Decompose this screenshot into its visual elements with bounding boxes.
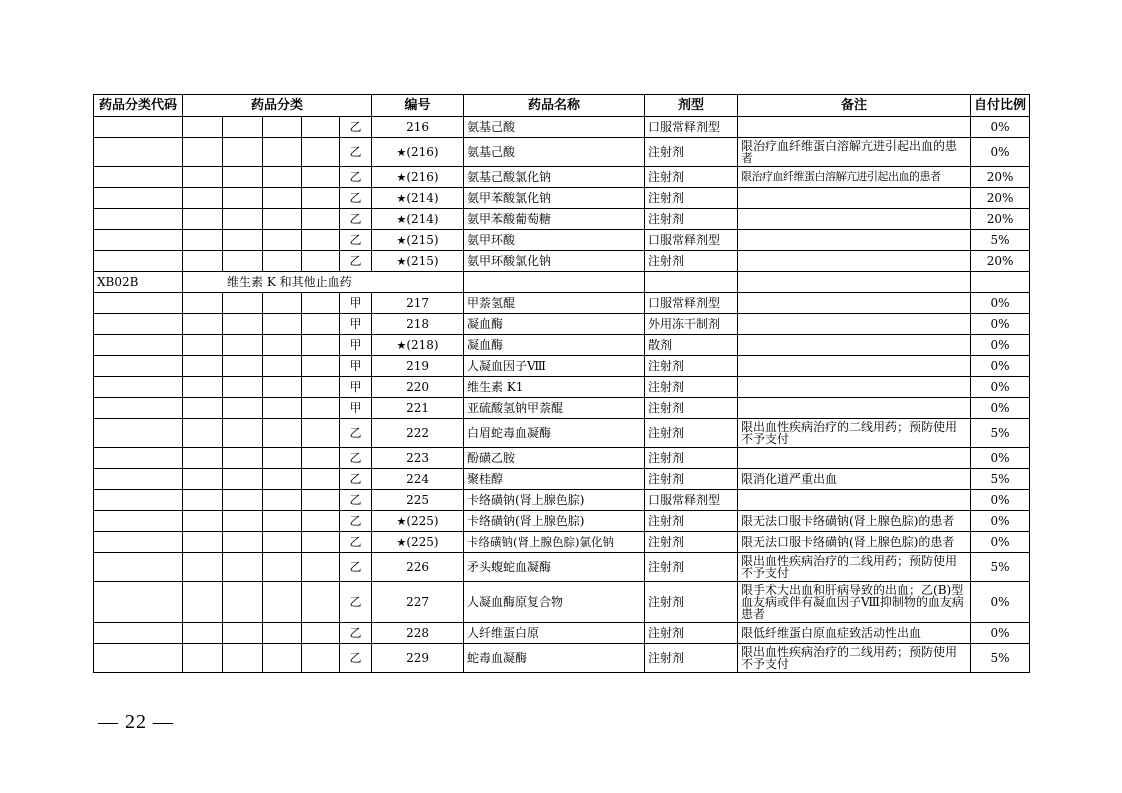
number-cell [372, 398, 464, 419]
number-value: 216 [406, 120, 429, 134]
header-name: 药品名称 [464, 95, 645, 117]
number-value: 222 [406, 426, 429, 440]
name-cell: 氨甲环酸 [464, 230, 645, 251]
ratio-cell: 0% [971, 398, 1030, 419]
table-row [94, 230, 1030, 251]
note-cell: 限治疗血纤维蛋白溶解亢进引起出血的患者 [738, 167, 971, 188]
class-cell: 乙 [340, 251, 372, 272]
note-cell [738, 335, 971, 356]
table-row [94, 293, 1030, 314]
note-cell [738, 377, 971, 398]
class-cell: 乙 [340, 511, 372, 532]
category-row [94, 272, 1030, 293]
table-row [94, 644, 1030, 673]
table-row [94, 188, 1030, 209]
number-cell [372, 209, 464, 230]
form-cell: 口服常释剂型 [645, 230, 738, 251]
number-cell [372, 188, 464, 209]
note-cell [738, 356, 971, 377]
number-value: 218 [406, 317, 429, 331]
form-cell: 注射剂 [645, 419, 738, 448]
number-value: 221 [406, 401, 429, 415]
note-cell: 限无法口服卡络磺钠(肾上腺色腙)的患者 [738, 532, 971, 553]
note-cell: 限出血性疾病治疗的二线用药；预防使用不予支付 [738, 553, 971, 582]
class-cell: 乙 [340, 532, 372, 553]
number-value: (225) [406, 513, 439, 528]
name-cell: 聚桂醇 [464, 469, 645, 490]
name-cell: 矛头蝮蛇血凝酶 [464, 553, 645, 582]
class-cell: 乙 [340, 490, 372, 511]
ratio-cell: 0% [971, 335, 1030, 356]
number-cell [372, 419, 464, 448]
table-row [94, 251, 1030, 272]
form-cell: 外用冻干制剂 [645, 314, 738, 335]
form-cell: 注射剂 [645, 138, 738, 167]
class-cell: 乙 [340, 553, 372, 582]
ratio-cell: 0% [971, 532, 1030, 553]
number-value: 226 [406, 560, 429, 574]
note-cell: 限出血性疾病治疗的二线用药；预防使用不予支付 [738, 419, 971, 448]
table-row [94, 117, 1030, 138]
ratio-cell: 0% [971, 511, 1030, 532]
name-cell: 维生素 K1 [464, 377, 645, 398]
number-cell [372, 314, 464, 335]
number-value: (214) [406, 211, 439, 226]
header-ratio: 自付比例 [971, 95, 1030, 117]
table-row [94, 582, 1030, 623]
class-cell: 乙 [340, 582, 372, 623]
note-cell: 限治疗血纤维蛋白溶解亢进引起出血的患者 [738, 138, 971, 167]
form-cell: 注射剂 [645, 167, 738, 188]
number-cell [372, 448, 464, 469]
number-value: 227 [406, 595, 429, 609]
ratio-cell: 0% [971, 356, 1030, 377]
number-cell [372, 490, 464, 511]
ratio-cell: 0% [971, 377, 1030, 398]
ratio-cell: 0% [971, 623, 1030, 644]
number-value: 219 [406, 359, 429, 373]
form-cell: 注射剂 [645, 356, 738, 377]
number-value: (216) [406, 169, 439, 184]
name-cell: 氨基己酸 [464, 138, 645, 167]
class-cell: 乙 [340, 188, 372, 209]
number-value: (215) [406, 253, 439, 268]
ratio-cell: 20% [971, 188, 1030, 209]
ratio-cell: 0% [971, 138, 1030, 167]
note-cell: 限无法口服卡络磺钠(肾上腺色腙)的患者 [738, 511, 971, 532]
number-cell [372, 469, 464, 490]
form-cell: 注射剂 [645, 398, 738, 419]
class-cell: 乙 [340, 623, 372, 644]
ratio-cell: 20% [971, 167, 1030, 188]
number-value: 217 [406, 296, 429, 310]
table-row [94, 490, 1030, 511]
note-cell [738, 251, 971, 272]
name-cell: 白眉蛇毒血凝酶 [464, 419, 645, 448]
number-cell [372, 251, 464, 272]
form-cell: 注射剂 [645, 582, 738, 623]
category-code: XB02B [94, 272, 183, 293]
name-cell: 卡络磺钠(肾上腺色腙)氯化钠 [464, 532, 645, 553]
number-cell [372, 553, 464, 582]
name-cell: 卡络磺钠(肾上腺色腙) [464, 490, 645, 511]
number-value: 220 [406, 380, 429, 394]
form-cell: 注射剂 [645, 209, 738, 230]
form-cell: 注射剂 [645, 644, 738, 673]
name-cell: 甲萘氢醌 [464, 293, 645, 314]
class-cell: 甲 [340, 377, 372, 398]
name-cell: 凝血酶 [464, 335, 645, 356]
form-cell: 口服常释剂型 [645, 490, 738, 511]
star-icon: ★ [396, 191, 407, 205]
number-cell [372, 293, 464, 314]
table-row [94, 356, 1030, 377]
name-cell: 氨基己酸氯化钠 [464, 167, 645, 188]
star-icon: ★ [396, 254, 407, 268]
form-cell: 注射剂 [645, 251, 738, 272]
note-cell [738, 398, 971, 419]
number-value: 224 [406, 472, 429, 486]
ratio-cell: 0% [971, 314, 1030, 335]
name-cell: 卡络磺钠(肾上腺色腙) [464, 511, 645, 532]
number-cell [372, 335, 464, 356]
ratio-cell: 5% [971, 553, 1030, 582]
category-label [183, 272, 372, 293]
ratio-cell: 5% [971, 644, 1030, 673]
table-row [94, 419, 1030, 448]
number-cell [372, 532, 464, 553]
star-icon: ★ [396, 535, 407, 549]
name-cell: 人凝血酶原复合物 [464, 582, 645, 623]
drug-table [93, 94, 1030, 673]
class-cell: 乙 [340, 138, 372, 167]
ratio-cell: 0% [971, 448, 1030, 469]
table-row [94, 209, 1030, 230]
note-cell [738, 230, 971, 251]
header-code: 药品分类代码 [94, 95, 183, 117]
number-cell [372, 117, 464, 138]
table-row [94, 511, 1030, 532]
name-cell: 酚磺乙胺 [464, 448, 645, 469]
ratio-cell: 0% [971, 490, 1030, 511]
form-cell: 注射剂 [645, 469, 738, 490]
number-value: (218) [406, 337, 439, 352]
star-icon: ★ [396, 338, 407, 352]
name-cell: 氨甲苯酸葡萄糖 [464, 209, 645, 230]
note-cell [738, 314, 971, 335]
note-cell: 限手术大出血和肝病导致的出血；乙(B)型血友病或伴有凝血因子Ⅷ抑制物的血友病患者 [738, 582, 971, 623]
category-label-text: 维生素 K 和其他止血药 [227, 275, 352, 289]
class-cell: 甲 [340, 335, 372, 356]
ratio-cell: 20% [971, 209, 1030, 230]
number-cell [372, 511, 464, 532]
table-row [94, 469, 1030, 490]
class-cell: 乙 [340, 448, 372, 469]
class-cell: 甲 [340, 356, 372, 377]
name-cell: 人凝血因子Ⅷ [464, 356, 645, 377]
form-cell: 散剂 [645, 335, 738, 356]
note-cell: 限消化道严重出血 [738, 469, 971, 490]
header-form: 剂型 [645, 95, 738, 117]
table-row [94, 553, 1030, 582]
class-cell: 甲 [340, 293, 372, 314]
name-cell: 凝血酶 [464, 314, 645, 335]
note-cell [738, 448, 971, 469]
star-icon: ★ [396, 514, 407, 528]
class-cell: 乙 [340, 209, 372, 230]
number-cell [372, 644, 464, 673]
number-value: (215) [406, 232, 439, 247]
ratio-cell: 5% [971, 419, 1030, 448]
ratio-cell: 5% [971, 469, 1030, 490]
form-cell: 注射剂 [645, 511, 738, 532]
table-row [94, 448, 1030, 469]
form-cell: 注射剂 [645, 553, 738, 582]
note-cell [738, 293, 971, 314]
class-cell: 乙 [340, 469, 372, 490]
note-cell [738, 188, 971, 209]
number-value: (225) [406, 534, 439, 549]
ratio-cell: 20% [971, 251, 1030, 272]
form-cell: 注射剂 [645, 188, 738, 209]
star-icon: ★ [396, 212, 407, 226]
number-cell [372, 230, 464, 251]
note-cell [738, 209, 971, 230]
star-icon: ★ [396, 233, 407, 247]
table-row [94, 335, 1030, 356]
table-row [94, 167, 1030, 188]
ratio-cell: 0% [971, 117, 1030, 138]
number-value: 229 [406, 651, 429, 665]
class-cell: 甲 [340, 398, 372, 419]
ratio-cell: 5% [971, 230, 1030, 251]
note-cell: 限低纤维蛋白原血症致活动性出血 [738, 623, 971, 644]
number-value: 223 [406, 451, 429, 465]
name-cell: 氨基己酸 [464, 117, 645, 138]
number-cell [372, 623, 464, 644]
name-cell: 蛇毒血凝酶 [464, 644, 645, 673]
table-row [94, 138, 1030, 167]
number-value: (216) [406, 144, 439, 159]
class-cell: 乙 [340, 167, 372, 188]
header-note: 备注 [738, 95, 971, 117]
form-cell: 注射剂 [645, 623, 738, 644]
table-row [94, 314, 1030, 335]
table-row [94, 532, 1030, 553]
header-row [94, 95, 1030, 117]
name-cell: 人纤维蛋白原 [464, 623, 645, 644]
number-cell [372, 167, 464, 188]
number-value: 225 [406, 493, 429, 507]
star-icon: ★ [396, 145, 407, 159]
header-category: 药品分类 [183, 95, 372, 117]
number-cell [372, 138, 464, 167]
form-cell: 口服常释剂型 [645, 117, 738, 138]
number-cell [372, 356, 464, 377]
star-icon: ★ [396, 170, 407, 184]
number-value: (214) [406, 190, 439, 205]
table-row [94, 398, 1030, 419]
ratio-cell: 0% [971, 293, 1030, 314]
class-cell: 乙 [340, 117, 372, 138]
note-cell [738, 117, 971, 138]
form-cell: 口服常释剂型 [645, 293, 738, 314]
number-cell [372, 582, 464, 623]
number-value: 228 [406, 626, 429, 640]
form-cell: 注射剂 [645, 532, 738, 553]
name-cell: 亚硫酸氢钠甲萘醌 [464, 398, 645, 419]
form-cell: 注射剂 [645, 448, 738, 469]
table-row [94, 623, 1030, 644]
class-cell: 甲 [340, 314, 372, 335]
form-cell: 注射剂 [645, 377, 738, 398]
name-cell: 氨甲苯酸氯化钠 [464, 188, 645, 209]
number-cell [372, 377, 464, 398]
name-cell: 氨甲环酸氯化钠 [464, 251, 645, 272]
table-body [94, 117, 1030, 673]
class-cell: 乙 [340, 419, 372, 448]
table-row [94, 377, 1030, 398]
header-number: 编号 [372, 95, 464, 117]
page-number: — 22 — [98, 711, 174, 733]
ratio-cell: 0% [971, 582, 1030, 623]
class-cell: 乙 [340, 230, 372, 251]
class-cell: 乙 [340, 644, 372, 673]
note-cell: 限出血性疾病治疗的二线用药；预防使用不予支付 [738, 644, 971, 673]
note-cell [738, 490, 971, 511]
